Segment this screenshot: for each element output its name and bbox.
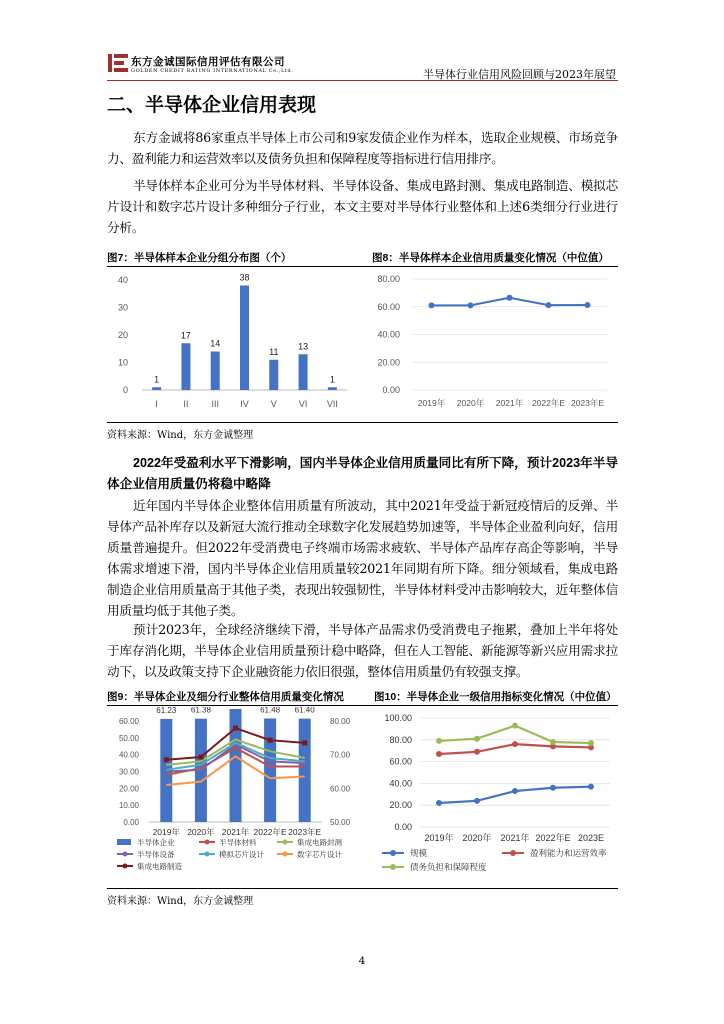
fig9-ytick-left: 50.00 [118, 733, 139, 743]
paragraph-outlook: 预计2023年，全球经济继续下滑，半导体产品需求仍受消费电子拖累，叠加上半年将处于库存消化期，半导体企业信用质量预计稳中略降，但在人工智能、新能源等新兴应用需求拉动下，以及政策支持下企业融资能力依旧很强，整体信用质量仍有较强支撑。 [107, 622, 618, 679]
fig9-ytick-left: 20.00 [118, 784, 139, 794]
fig8-xtick: 2023年E [570, 398, 605, 408]
fig9-xtick: 2023年E [288, 827, 322, 837]
fig7-bar [240, 286, 249, 391]
fig9-legend-marker [123, 852, 128, 857]
fig9-point [198, 755, 203, 760]
fig7-ytick: 30 [117, 302, 128, 313]
fig10-point [588, 784, 594, 790]
fig-bottom-rule [107, 422, 618, 423]
company-name-en: GOLDEN CREDIT RATING INTERNATIONAL Co.,Ltd. [131, 68, 294, 74]
fig8-ytick: 40.00 [377, 329, 400, 340]
fig7-bar [152, 387, 161, 390]
fig8-ytick: 20.00 [377, 357, 400, 368]
fig10-point [474, 736, 480, 742]
fig10-point [550, 785, 556, 791]
fig9-data-label: 61.23 [156, 707, 177, 715]
fig7-xtick: IV [240, 399, 249, 409]
fig10-point [436, 751, 442, 757]
fig9-xtick: 2019年 [152, 827, 181, 837]
fig9-legend-label: 集成电路封测 [297, 838, 342, 847]
fig7-xtick: I [155, 399, 158, 409]
fig9-ytick-right: 80.00 [330, 717, 351, 726]
fig8-point [468, 302, 474, 308]
fig7-data-label: 38 [239, 272, 250, 283]
fig9-top-rule [107, 705, 618, 706]
fig9-ytick-right: 70.00 [330, 750, 351, 760]
fig9-caption: 图9：半导体企业及细分行业整体信用质量变化情况 [107, 691, 344, 703]
paragraph-analysis: 近年国内半导体企业整体信用质量有所波动，其中2021年受益于新冠疫情后的反弹、半导体产品补库存以及新冠大流行推动全球数字化发展趋势加速等，半导体企业盈利向好，信用质量普遍提升。但2022年受消费电子终端市场需求疲软、半导体产品库存高企等影响，半导体需求增速下滑，国内半导体企业信用质量较2021年同期有所下降。细分领域看，集成电路制造企业信用质量高于其他子类，表现出较强韧性，半导体材料受冲击影响较大，近年整体信用质量均低于其他子类。 [107, 498, 618, 618]
fig8-xtick: 2022年E [531, 398, 566, 408]
fig7-chart [107, 268, 357, 418]
fig9-legend-label: 半导体材料 [219, 838, 257, 847]
fig7-bar [269, 360, 278, 390]
fig10-point [550, 739, 556, 745]
fig8-ytick: 80.00 [377, 274, 400, 284]
fig10-point [474, 749, 480, 755]
fig10-xtick: 2022年E [535, 833, 571, 843]
paragraph-intro: 东方金诚将86家重点半导体上市公司和9家发债企业作为样本，选取企业规模、市场竞争力、盈利能力和运营效率以及债务负担和保障程度等指标进行信用排序。 [107, 130, 618, 166]
fig9-point [164, 757, 169, 762]
fig10-caption: 图10：半导体企业一级信用指标变化情况（中位值） [374, 691, 617, 703]
fig9-bar [264, 719, 276, 822]
fig9-legend-marker [283, 852, 288, 857]
fig7-xtick: VII [326, 399, 338, 409]
fig9-legend-label: 半导体企业 [137, 838, 175, 847]
fig9-legend-swatch [117, 839, 131, 845]
fig10-legend-marker [390, 864, 396, 870]
fig10-point [436, 800, 442, 806]
report-title: 半导体行业信用风险回顾与2023年展望 [423, 68, 616, 81]
fig10-xtick: 2021年 [500, 833, 530, 843]
fig7-bar [328, 387, 337, 390]
section-title: 二、半导体企业信用表现 [107, 95, 317, 116]
fig7-data-label: 17 [180, 330, 191, 341]
paragraph-subsectors: 半导体样本企业可分为半导体材料、半导体设备、集成电路封测、集成电路制造、模拟芯片设计和数字芯片设计多种细分子行业，本文主要对半导体行业整体和上述6类细分行业进行分析。 [107, 178, 618, 235]
fig9-data-label: 61.40 [294, 707, 315, 715]
fig7-bar [299, 354, 308, 390]
fig7-caption: 图7：半导体样本企业分组分布图（个） [107, 252, 292, 264]
fig9-legend-label: 数字芯片设计 [297, 850, 342, 859]
fig9-ytick-left: 30.00 [118, 767, 139, 777]
fig9-ytick-right: 60.00 [330, 784, 351, 794]
fig9-xtick: 2021年 [221, 827, 250, 837]
company-logo [107, 52, 129, 74]
fig8-point [429, 302, 435, 308]
fig10-point [512, 723, 518, 729]
fig9-bar [299, 719, 311, 822]
fig8-point [507, 295, 513, 301]
fig9-data-label: 61.38 [190, 707, 211, 715]
fig9-legend-label: 模拟芯片设计 [219, 850, 264, 859]
fig10-legend-marker [390, 850, 396, 856]
fig9-chart [107, 707, 365, 887]
fig9-ytick-left: 10.00 [118, 801, 139, 811]
fig10-legend-label: 规模 [410, 848, 428, 858]
fig8-point [546, 302, 552, 308]
fig10-point [474, 798, 480, 804]
fig9-point [302, 740, 307, 745]
fig10-legend-label: 债务负担和保障程度 [410, 862, 487, 872]
fig7-bar [181, 343, 190, 390]
highlight-paragraph: 2022年受盈利水平下滑影响，国内半导体企业信用质量同比有所下降，预计2023年半导体企业信用质量仍将稳中略降 [107, 456, 618, 491]
fig8-ytick: 0.00 [382, 385, 400, 395]
fig10-ytick: 60.00 [389, 756, 412, 767]
fig9-legend-marker [123, 864, 128, 869]
fig10-xtick: 2023E [577, 833, 605, 843]
fig9-ytick-right: 50.00 [330, 818, 351, 827]
fig7-data-label: 14 [210, 338, 221, 349]
fig8-xtick: 2019年 [417, 398, 446, 408]
fig8-point [585, 302, 591, 308]
fig9-bottom-rule [107, 888, 618, 889]
page-number: 4 [358, 955, 366, 967]
fig9-point [233, 726, 238, 731]
fig9-legend-label: 集成电路制造 [137, 862, 182, 871]
fig7-xtick: V [270, 399, 277, 409]
fig10-xtick: 2019年 [424, 833, 454, 843]
fig-top-rule [107, 266, 618, 267]
fig9-legend-marker [205, 840, 210, 845]
fig10-point [512, 788, 518, 794]
fig7-source: 资料来源：Wind，东方金诚整理 [107, 430, 254, 441]
fig9-legend-marker [205, 852, 210, 857]
fig9-data-label: 61.48 [260, 707, 281, 715]
fig8-xtick: 2021年 [495, 398, 524, 408]
fig10-ytick: 0.00 [394, 822, 412, 832]
fig10-legend-marker [510, 850, 516, 856]
fig7-data-label: 11 [269, 346, 279, 357]
fig7-bar [211, 352, 220, 391]
fig9-xtick: 2020年 [187, 827, 215, 837]
fig10-xtick: 2020年 [462, 833, 492, 843]
header-divider [107, 80, 618, 81]
fig7-data-label: 1 [329, 374, 335, 385]
fig8-xtick: 2020年 [456, 398, 485, 408]
fig9-ytick-left: 60.00 [118, 717, 139, 726]
fig8-caption: 图8：半导体样本企业信用质量变化情况（中位值） [372, 252, 609, 264]
fig10-point [436, 738, 442, 744]
fig7-ytick: 20 [117, 330, 128, 340]
fig10-ytick: 80.00 [389, 734, 412, 745]
fig9-ytick-left: 40.00 [118, 750, 139, 760]
fig10-point [588, 740, 594, 746]
fig10-point [512, 741, 518, 747]
fig9-ytick-left: 0.00 [123, 818, 139, 827]
fig10-ytick: 20.00 [389, 800, 412, 811]
fig8-ytick: 60.00 [377, 301, 400, 312]
fig7-xtick: II [183, 399, 189, 409]
fig7-ytick: 40 [117, 275, 128, 285]
fig10-chart [370, 707, 620, 887]
fig8-chart [362, 268, 618, 418]
fig9-legend-label: 半导体设备 [137, 850, 175, 859]
fig7-data-label: 1 [154, 374, 160, 385]
fig10-ytick: 40.00 [389, 778, 412, 789]
fig7-ytick: 0 [122, 385, 128, 395]
fig7-data-label: 13 [298, 341, 309, 352]
company-name-cn: 东方金诚国际信用评估有限公司 [131, 56, 285, 68]
fig10-legend-label: 盈利能力和运营效率 [530, 848, 607, 858]
fig7-xtick: VI [298, 399, 308, 409]
fig10-ytick: 100.00 [384, 713, 412, 723]
fig9-point [268, 738, 273, 743]
fig9-legend-marker [283, 840, 288, 845]
fig7-ytick: 10 [117, 357, 128, 368]
fig7-xtick: III [211, 399, 219, 409]
fig9-xtick: 2022年E [253, 827, 287, 837]
fig9-source: 资料来源：Wind，东方金诚整理 [107, 896, 254, 907]
